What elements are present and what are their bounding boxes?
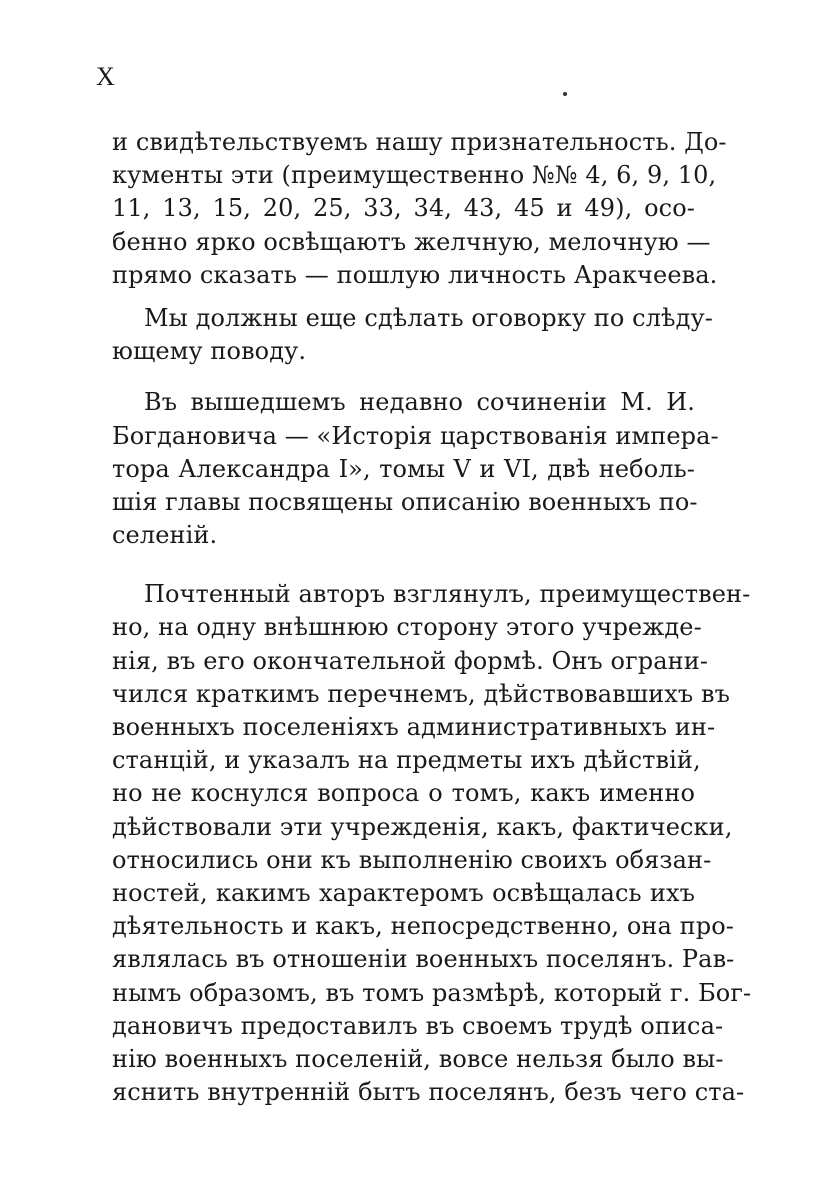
text-line: кументы эти (преимущественно №№ 4, 6, 9, 10,: [112, 161, 717, 190]
text-line: но не коснулся вопроса о томъ, какъ именно: [112, 779, 695, 808]
text-line: дѣятельность и какъ, непосредственно, она про-: [112, 912, 734, 941]
ink-speck: [563, 92, 567, 96]
text-line: нію военныхъ поселеній, вовсе нельзя было вы-: [112, 1044, 724, 1073]
text-line: яснить внутренній бытъ поселянъ, безъ чего ста-: [112, 1078, 745, 1107]
text-line: Богдановича — «Исторія царствованія импера-: [112, 421, 719, 450]
text-line: дановичъ предоставилъ въ своемъ трудѣ описа-: [112, 1011, 724, 1040]
text-line: но, на одну внѣшнюю сторону этого учрежде-: [112, 613, 702, 642]
text-line: ющему поводу.: [112, 337, 307, 366]
text-line: относились они къ выполненію своихъ обязан-: [112, 845, 712, 874]
text-line: дѣйствовали эти учрежденія, какъ, фактически,: [112, 812, 733, 841]
text-line: ностей, какимъ характеромъ освѣщалась ихъ: [112, 878, 695, 907]
body-text: [112, 126, 752, 1109]
text-line: селеній.: [112, 521, 218, 550]
text-line: Мы должны еще сдѣлать оговорку по слѣду-: [144, 303, 713, 332]
text-line: тора Александра I», томы V и VI, двѣ неболь-: [112, 454, 695, 483]
text-line: нымъ образомъ, въ томъ размѣрѣ, который г. Бог-: [112, 978, 752, 1007]
text-line: военныхъ поселеніяхъ административныхъ ин-: [112, 713, 716, 741]
text-line: и свидѣтельствуемъ нашу признательность. До-: [112, 128, 727, 156]
text-line: бенно ярко освѣщаютъ желчную, мелочную —: [112, 227, 711, 256]
text-line: нія, въ его окончательной формѣ. Онъ ограни-: [112, 646, 709, 675]
page-number: X: [96, 62, 115, 91]
paragraph-2: [112, 302, 713, 368]
paragraph-1: [112, 126, 727, 292]
paragraph-4: [112, 578, 752, 1109]
text-line: Почтенный авторъ взглянулъ, преимуществен-: [144, 580, 751, 609]
text-line: станцій, и указалъ на предметы ихъ дѣйствій,: [112, 746, 701, 775]
text-line: шія главы посвящены описанію военныхъ по-: [112, 487, 698, 516]
paragraph-3: [112, 386, 719, 552]
text-line: являлась въ отношеніи военныхъ поселянъ. Рав-: [112, 945, 735, 974]
text-line: прямо сказать — пошлую личность Аракчеева.: [112, 260, 718, 289]
text-line: 11, 13, 15, 20, 25, 33, 34, 43, 45 и 49), осо-: [112, 194, 695, 223]
text-line: Въ вышедшемъ недавно сочиненіи М. И.: [144, 388, 695, 417]
text-line: чился краткимъ перечнемъ, дѣйствовавшихъ въ: [112, 679, 730, 708]
